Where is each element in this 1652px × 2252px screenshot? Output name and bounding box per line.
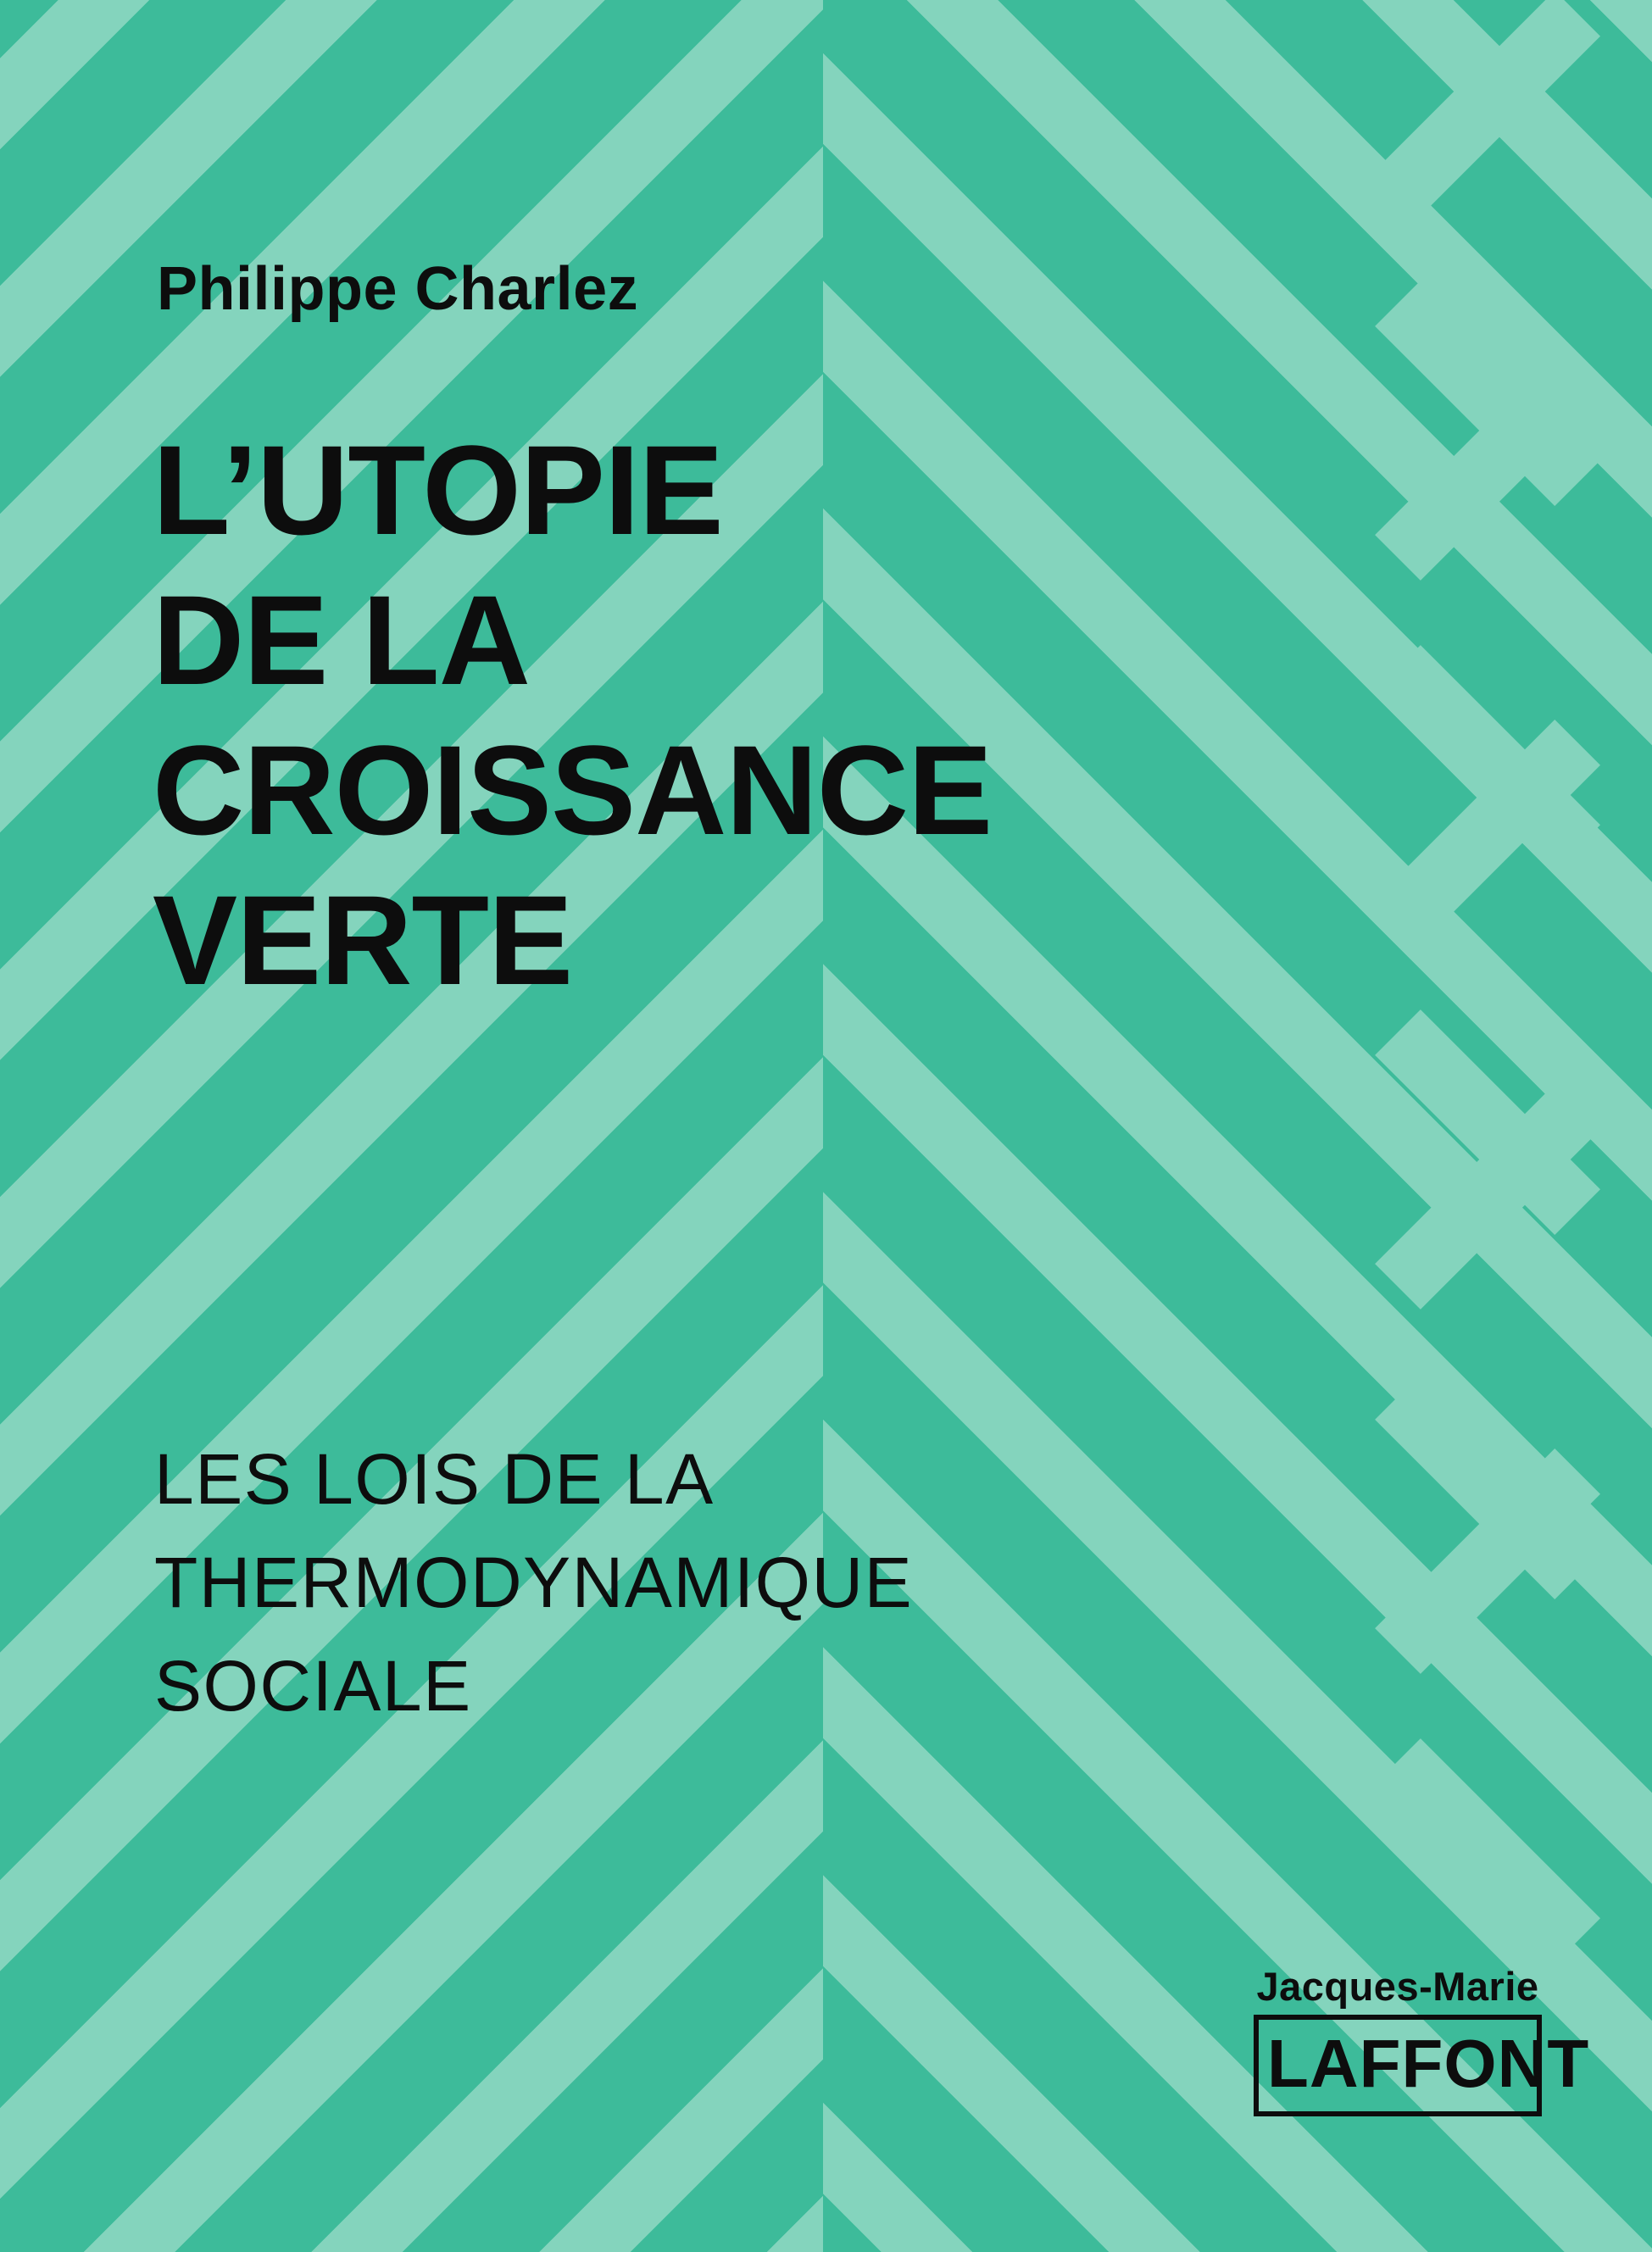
book-title <box>153 415 1550 1015</box>
title-line: DE LA <box>153 569 530 711</box>
title-line: VERTE <box>153 869 573 1011</box>
publisher-logo <box>1254 1964 1590 2116</box>
publisher-name: LAFFONT <box>1267 2026 1590 2101</box>
author-name: Philippe Charlez <box>157 255 639 323</box>
subtitle-line: THERMODYNAMIQUE <box>154 1542 914 1622</box>
book-subtitle <box>154 1428 1228 1738</box>
subtitle-line: LES LOIS DE LA <box>154 1439 715 1519</box>
publisher-name-box <box>1254 2015 1590 2116</box>
subtitle-line: SOCIALE <box>154 1645 472 1726</box>
publisher-first-name: Jacques-Marie <box>1256 1964 1539 2009</box>
title-line: L’UTOPIE <box>153 419 723 561</box>
title-line: CROISSANCE <box>153 719 993 861</box>
